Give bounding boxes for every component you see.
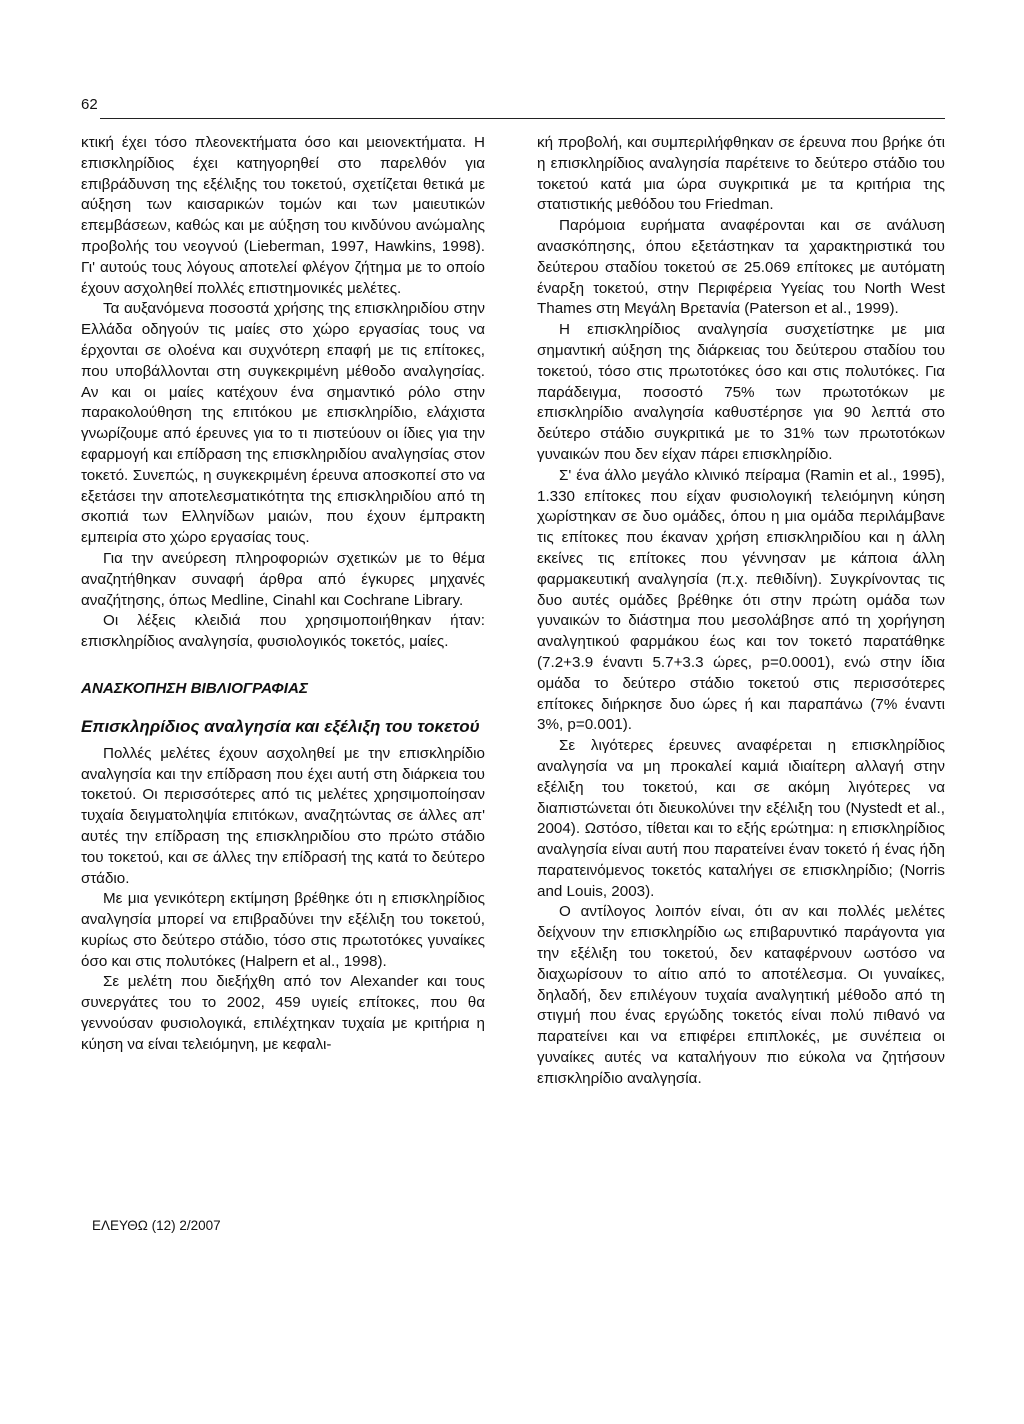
paragraph: Οι λέξεις κλειδιά που χρησιμοποιήθηκαν ήταν: επισκληρίδιος αναλγησία, φυσιολογικός τοκετός, μαίες. — [81, 612, 485, 651]
paragraph: κή προβολή, και συμπεριλήφθηκαν σε έρευνα που βρήκε ότι η επισκληρίδιος αναλγησία παρέτεινε το δεύτερο στάδιο του τοκετού κατά μια ώρα συγκριτικά με τα κριτήρια της στατιστικής μεθόδου του Friedman. — [537, 134, 945, 214]
paragraph: Σ' ένα άλλο μεγάλο κλινικό πείραμα (Ramin et al., 1995), 1.330 επίτοκες που είχαν φυσιολογική τελειόμηνη κύηση χωρίστηκαν σε δυο ομάδες, όπου η μια ομάδα περιλάμβανε τις επίτοκες που έκαναν χρήση επισκληριδίου και η άλλη εκείνες τις επίτοκες που γέννησαν με κάποια άλλη φαρμακευτική αναλγησία (π.χ. πεθιδίνη). Συγκρίνοντας τις δυο αυτές ομάδες βρέθηκε ότι στην πρώτη ομάδα των γυναικών το διάστημα που μεσολάβησε από τη χορήγηση αναλγητικού φαρμάκου έως και τον τοκετό παρατάθηκε (7.2+3.9 έναντι 5.7+3.3 ώρες, p=0.0001), ενώ στην ίδια ομάδα το δεύτερο στάδιο τοκετού στις περισσότερες επίτοκες διήρκησε δυο ώρες ή και παραπάνω (7% έναντι 3%, p=0.001). — [537, 466, 945, 734]
paragraph: Σε μελέτη που διεξήχθη από τον Alexander και τους συνεργάτες του το 2002, 459 υγιείς επίτοκες, που θα γεννούσαν φυσιολογικά, επιλέχτηκαν τυχαία με κριτήρια η κύηση να είναι τελειόμηνη, με κεφαλι- — [81, 973, 485, 1053]
paragraph: Παρόμοια ευρήματα αναφέρονται και σε ανάλυση ανασκόπησης, όπου εξετάστηκαν τα χαρακτηριστικά του δεύτερου σταδίου τοκετού σε 25.069 επίτοκες με αυτόματη έναρξη τοκετού, στην Περιφέρεια Υγείας του North West Thames στη Μεγάλη Βρετανία (Paterson et al., 1999). — [537, 217, 945, 318]
page-number: 62 — [81, 96, 98, 113]
paragraph: Για την ανεύρεση πληροφοριών σχετικών με το θέμα αναζητήθηκαν συναφή άρθρα από έγκυρες μηχανές αναζήτησης, όπως Medline, Cinahl και Cochrane Library. — [81, 549, 485, 609]
sub-heading: Επισκληρίδιος αναλγησία και εξέλιξη του τοκετού — [81, 716, 480, 736]
paragraph: Ο αντίλογος λοιπόν είναι, ότι αν και πολλές μελέτες δείχνουν την επισκληρίδιο ως επιβαρυντικό παράγοντα για την εξέλιξη του τοκετού, δεν καταφέρνουν ωστόσο να διαχωρίσουν το αίτιο από το αποτέλεσμα. Οι γυναίκες, δηλαδή, δεν επιλέγουν τυχαία αναλγητική μέθοδο από τη στιγμή που ένας εργώδης τοκετός είναι πολύ πιθανό να παρατείνει και να επιφέρει επιπλοκές, με συνέπεια οι γυναίκες αυτές να καταλήγουν πιο εύκολα να ζητήσουν επισκληρίδιο αναλγησία. — [537, 903, 945, 1087]
left-column — [81, 133, 485, 1056]
paragraph: Τα αυξανόμενα ποσοστά χρήσης της επισκληριδίου στην Ελλάδα οδηγούν τις μαίες στο χώρο εργασίας τους να έρχονται σε ολοένα και συχνότερη επαφή με τις επίτοκες, που υποβάλλονται στη συγκεκριμένη μέθοδο αναλγησίας. Αν και οι μαίες κατέχουν ένα σημαντικό ρόλο στην παρακολούθηση της επιτόκου με επισκληρίδιο, ελάχιστα γνωρίζουμε από έρευνες για το τι πιστεύουν οι ίδιες για την εφαρμογή και επίδραση της επισκληριδίου αναλγησίας στον τοκετό. Συνεπώς, η συγκεκριμένη έρευνα αποσκοπεί στο να εξετάσει την αποτελεσματικότητα της επισκληριδίου από τη σκοπιά των Ελληνίδων μαιών, που έχουν έμπρακτη εμπειρία στο χώρο εργασίας τους. — [81, 300, 485, 547]
paragraph: Με μια γενικότερη εκτίμηση βρέθηκε ότι η επισκληρίδιος αναλγησία μπορεί να επιβραδύνει την εξέλιξη του τοκετού, κυρίως στο δεύτερο στάδιο, τόσο στις πρωτοτόκες γυναίκες όσο και στις πολυτόκες (Halpern et al., 1998). — [81, 890, 485, 970]
paragraph: Σε λιγότερες έρευνες αναφέρεται η επισκληρίδιος αναλγησία να μη προκαλεί καμιά ιδιαίτερη αλλαγή στην εξέλιξη του τοκετού, και σε ακόμη λιγότερες να διαπιστώνεται ότι διευκολύνει την εξέλιξη του (Nystedt et al., 2004). Ωστόσο, τίθεται και το εξής ερώτημα: η επισκληρίδιος αναλγησία είναι αυτή που παρατείνει έναν τοκετό ή ένας ήδη παρατεινόμενος τοκετός καταλήγει σε επισκληρίδιο; (Norris and Louis, 2003). — [537, 737, 945, 900]
paragraph: Η επισκληρίδιος αναλγησία συσχετίστηκε με μια σημαντική αύξηση της διάρκειας του δεύτερου σταδίου του τοκετού, τόσο στις πρωτοτόκες όσο και στις πολυτόκες. Για παράδειγμα, ποσοστό 75% των πρωτοτόκων με επισκληρίδιο αναλγησία καθυστέρησε για 90 λεπτά στο δεύτερο στάδιο συγκριτικά με το 31% των πρωτοτόκων γυναικών που δεν είχαν πάρει επισκληρίδιο. — [537, 321, 945, 463]
paragraph: Πολλές μελέτες έχουν ασχοληθεί με την επισκληρίδιο αναλγησία και την επίδραση που έχει αυτή στη διάρκεια του τοκετού. Οι περισσότερες από τις μελέτες χρησιμοποίησαν τυχαία δειγματοληψία επιτόκων, αναζητώντας σε άλλες απ' αυτές την επίδραση της επισκληριδίου στο πρώτο στάδιο του τοκετού, και σε άλλες την επίδρασή της κατά το δεύτερο στάδιο. — [81, 744, 485, 887]
section-heading: ΑΝΑΣΚΟΠΗΣΗ ΒΙΒΛΙΟΓΡΑΦΙΑΣ — [81, 679, 308, 697]
journal-footer: ΕΛΕΥΘΩ (12) 2/2007 — [92, 1218, 221, 1233]
paragraph: κτική έχει τόσο πλεονεκτήματα όσο και μειονεκτήματα. Η επισκληρίδιος έχει κατηγορηθεί στο παρελθόν για επιβράδυνση της εξέλιξης του τοκετού, σχετίζεται θετικά με αύξηση των καισαρικών τομών και των μαιευτικών επεμβάσεων, καθώς και με αύξηση του κινδύνου ανώμαλης προβολής του νεογνού (Lieberman, 1997, Hawkins, 1998). Γι' αυτούς τους λόγους αποτελεί φλέγον ζήτημα με το οποίο έχουν ασχοληθεί πολλές επιστημονικές μελέτες. — [81, 134, 485, 297]
right-column — [537, 133, 945, 1090]
header-rule — [100, 118, 945, 119]
